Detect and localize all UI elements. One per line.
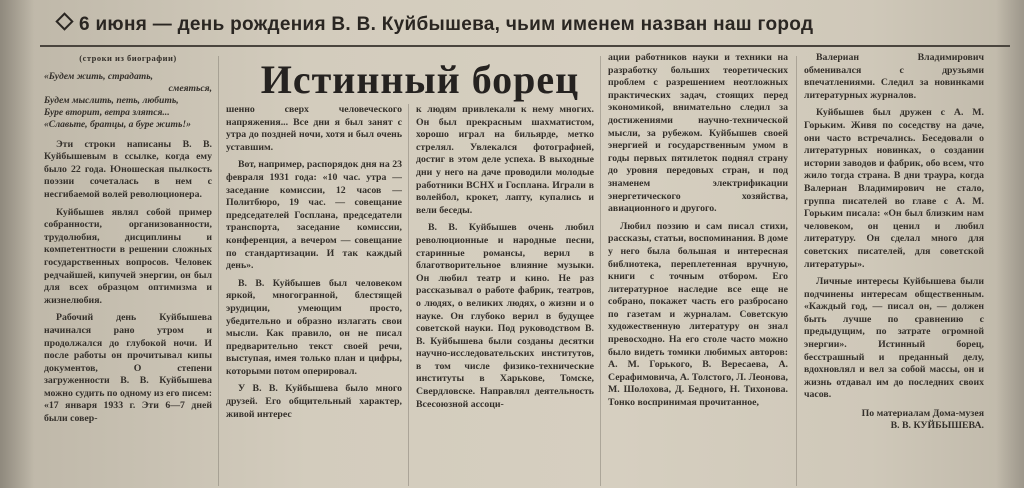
article-title: Истинный борец: [260, 57, 580, 102]
paragraph: Личные интересы Куйбышева были подчинены интересам общественным. «Каждый год, — писал он, — должен быть лучше по сравнению с предыдущим, по затрате огромной энергии». Истинный борец, бесстрашный и преданный делу, вдохновлял и вел за собой массы, он и жизнь отдавал им до последних своих часов.: [804, 276, 984, 401]
paragraph: шенно сверх человеческого напряжения... Все дни я был занят с утра до поздней ночи, хотя и был очень уставшим.: [226, 104, 402, 153]
paragraph: Рабочий день Куйбышева начинался рано утром и продолжался до глубокой ночи. И после работы он прочитывал кипы документов, О степени загруженности В. В. Куйбышева можно судить по одному из его писем: «17 января 1933 г. Эти 6—7 дней были совер-: [44, 312, 212, 425]
paragraph: Куйбышев был дружен с А. М. Горьким. Живя по соседству на даче, они часто встречались. Беседовали о литературных новинках, о создании истории заводов и фабрик, обо всем, что жило тогда страна. В дни траура, когда Валериан Владимирович не стало, группа писателей во главе с А. М. Горьким писала: «Он был близким нам человеком, он ценил и любил литературу. Он сделал много для советских писателей, для советской литературы».: [804, 107, 984, 270]
credit-line: По материалам Дома-музея: [861, 408, 984, 420]
paragraph: Вот, например, распорядок дня на 23 февраля 1931 года: «10 час. утра — заседание комиссии, 12 часов — Политбюро, 19 час. — совещание председателей Госплана, председатели транспорта, заседание комиссии, конференция, а вечером — совещание по стандартизации. И так каждый день».: [226, 159, 402, 272]
poem-line: смеяться,: [168, 82, 212, 94]
column-divider: [408, 104, 409, 486]
poem-line: «Будем жить, страдать,: [44, 70, 153, 82]
epigraph-poem: [44, 71, 212, 131]
top-rule: [40, 45, 1010, 47]
poem-line: Будем мыслить, петь, любить,: [44, 94, 179, 106]
column-4: [608, 52, 788, 486]
column-divider: [600, 56, 601, 486]
credit-line: В. В. КУЙБЫШЕВА.: [890, 420, 984, 432]
column-divider: [218, 56, 219, 486]
diamond-bullet-icon: [55, 12, 73, 30]
paragraph: ации работников науки и техники на разработку больших теоретических проблем с разрешением неотложных практических задач, стоящих перед экономикой, внимательно следил за достижениями научно-технической мысли, за рубежом. Куйбышев своей энергией и государственным умом в годы первых пятилеток поднял страну до уровня передовых стран, и под знаменем электрификации энергетического хозяйства, авиационного и другого.: [608, 52, 788, 215]
column-2: [226, 104, 402, 486]
paragraph: Любил поэзию и сам писал стихи, рассказы, статьи, воспоминания. В доме у него была большая и интересная библиотека, переплетенная вручную, книги с точным отбором. Его литературное наследие все еще не собрано, покажет часть его разбросано по газетам и журналам. Советскую художественную литературу он знал превосходно. На его столе часто можно было видеть томики любимых авторов: А. М. Горького, В. Вересаева, А. Серафимовича, А. Толстого, Л. Леонова, М. Шолохова, Д. Бедного, Н. Тихонова. Тонко воспринимая прочитанное,: [608, 220, 788, 409]
column-divider: [796, 56, 797, 486]
paragraph: Куйбышев являл собой пример собранности, организованности, трудолюбия, дисциплины и компетентности в решении сложных государственных вопросов. Человек редчайшей, кипучей энергии, он был для всех образцом оптимизма и жизнелюбия.: [44, 206, 212, 306]
poem-line: «Славьте, братцы, а буре жить!»: [44, 118, 191, 130]
paragraph: Валериан Владимирович обменивался с друзьями впечатлениями. Следил за новинками литературных журналов.: [804, 52, 984, 101]
poem-line: Буре вторит, ветра злятся...: [44, 106, 170, 118]
paragraph: Эти строки написаны В. В. Куйбышевым в ссылке, когда ему было 22 года. Юношеская пылкость поэзии сочеталась в нем с несгибаемой волей революционера.: [44, 138, 212, 200]
banner-text: 6 июня — день рождения В. В. Куйбышева, чьим именем назван наш город: [79, 14, 814, 35]
source-credit: [804, 408, 984, 432]
paragraph: У В. В. Куйбышева было много друзей. Его общительный характер, живой интерес: [226, 383, 402, 420]
page-edge-shadow-left: [0, 0, 34, 488]
paragraph: В. В. Куйбышев очень любил революционные и народные песни, старинные романсы, верил в благотворительное влияние музыки. Он любил театр и кино. Не раз рассказывал о работе фабрик, театров, о людях, о великих людях, о жизни и о науке. Он глубоко верил в будущее советской науки. Под руководством В. В. Куйбышева были созданы десятки научно-исследовательских институтов, в том числе физико-технические институты в Харькове, Томске, Свердловске. Направлял деятельность Всесоюзной ассоци-: [416, 222, 594, 410]
column-3: [416, 104, 594, 486]
article-subtitle: (строки из биографии): [79, 53, 177, 63]
paragraph: к людям привлекали к нему многих. Он был прекрасным шахматистом, хорошо играл на бильярде, метко стрелял. Увлекался фотографией, достиг в этом деле успеха. В выходные дни у него на даче проводили молодые работники ВСНХ и Госплана. Играли в волейбол, крокет, лапту, купались и вели беседы.: [416, 104, 594, 216]
column-5: [804, 52, 984, 486]
column-1: [44, 52, 212, 486]
page-edge-shadow-right: [996, 0, 1024, 488]
paragraph: В. В. Куйбышев был человеком яркой, многогранной, блестящей эрудиции, умеющим просто, убедительно и образно излагать свои мысли. Как правило, он не писал предварительно текст своей речи, выступая, имея только план и цифры, которыми потом оперировал.: [226, 277, 402, 377]
